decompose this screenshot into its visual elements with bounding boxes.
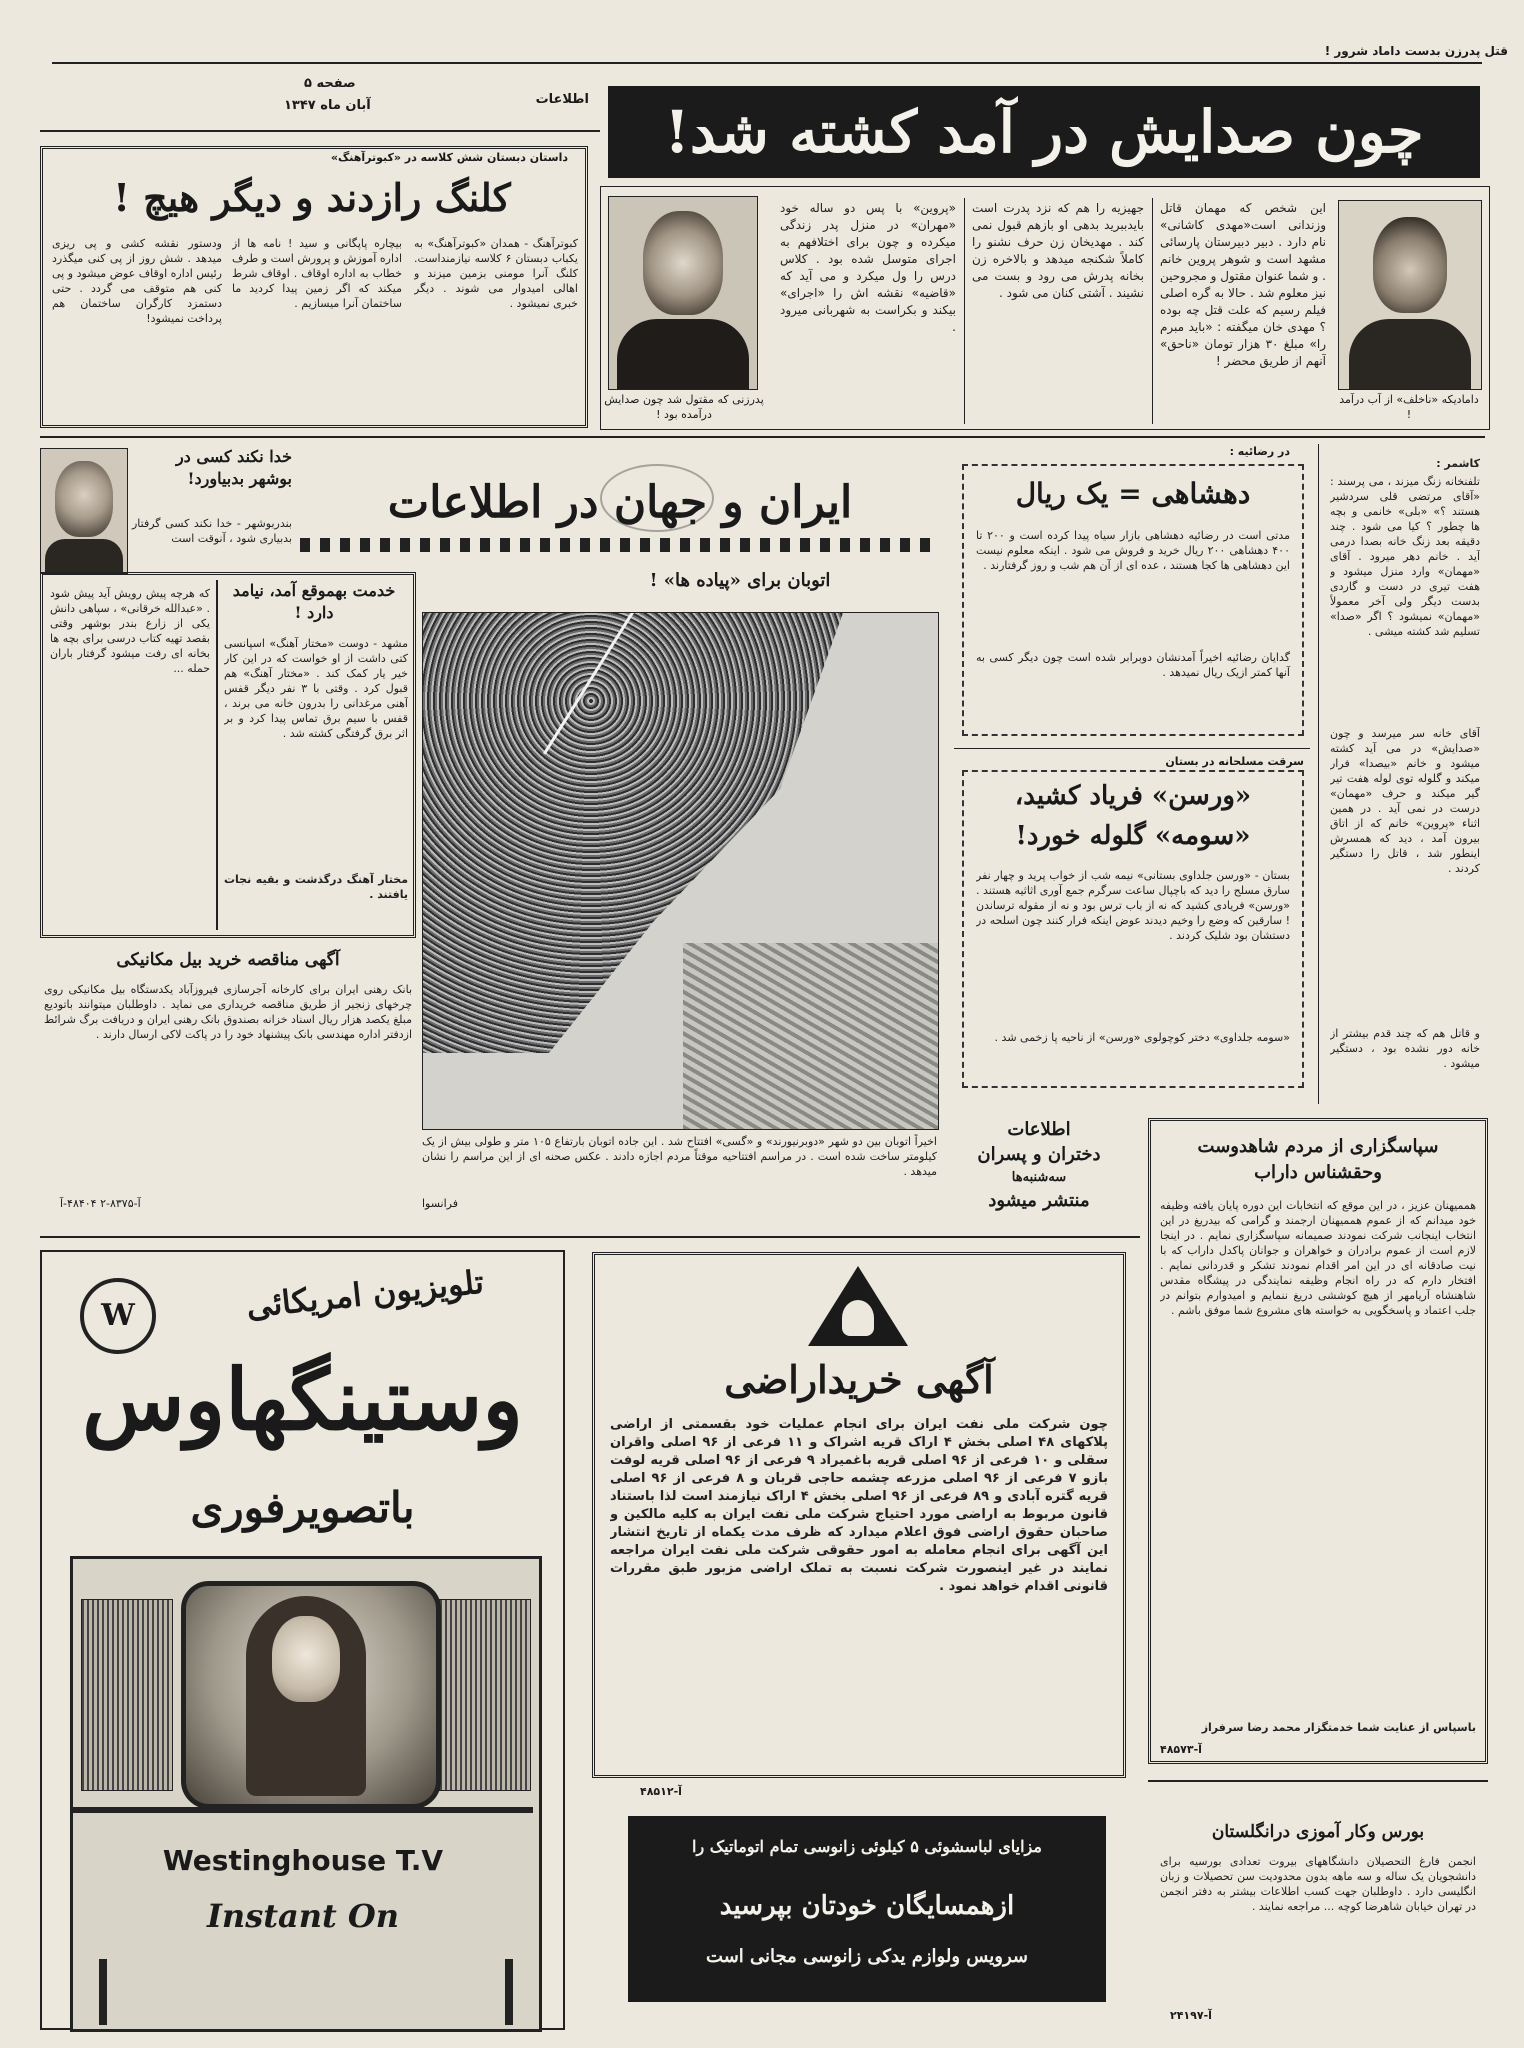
tv-cabinet: [70, 1556, 542, 2032]
main-story-col2: جهیزیه را هم که نزد پدرت است بایدببرید بدهی او بازهم قبول نمی کند . مهدیخان زن حرف نشنو را کاملاً شکنجه میدهد و بالاخره زن بخانه پدرش می رود و بست می نشیند . آشتی کنان می شود .: [972, 201, 1144, 300]
washer-line2: ازهمسایگان خودتان بپرسید: [719, 1891, 1015, 1921]
tv-tagline: Instant On: [206, 1897, 400, 1935]
dahshahi-kicker: در رضائیه :: [1229, 445, 1290, 458]
ettelaat-line1: اطلاعات: [1007, 1119, 1071, 1140]
kabootar-col1: کبوترآهنگ - همدان «کبوترآهنگ» به یکباب دبستان ۶ کلاسه نیازمنداست. کلنگ آنرا مومنی بزمین میزند و اهالی امیدوار می شوند . دیگر خبری نمیشود .: [414, 237, 578, 310]
father-caption: پدرزنی که مقتول شد چون صدایش درآمده بود !: [604, 393, 764, 421]
washer-line1: مزایای لباسشوئی ۵ کیلوئی زانوسی تمام اتوماتیک را: [692, 1837, 1042, 1856]
washer-line3: سرویس ولوازم یدکی زانوسی مجانی است: [706, 1946, 1028, 1967]
oil-company-logo-inner: [842, 1300, 874, 1336]
kashmar-text2: آقای خانه سر میرسد و چون «صدایش» در می آید کشته میشود و خانم «بیصدا» فرار میکند و گلوله توی لوله هفت تیر گیر میکند و حرف «مهمان» درست در نمی آید . در همین اثناء «پروین» خانم که از اتاق بیرون آمد ، دید که همسرش اینطور شد ، قاتل را دستگیر کردند .: [1330, 727, 1480, 875]
khedmat-text: مشهد - دوست «مختار آهنگ» اسپانسی کتی داشت از او خواست که در این کار خیر یار کمک کند . «مختار آهنگ» هم قبول کرد . وقتی با ۳ نفر دیگر قفس آهنی مرغدانی را بدرون خانه می برند ، قفس با سیم برق تماس پیدا کرد و بر اثر برق گرفتگی کشته شد .: [224, 637, 408, 740]
autobahn-photo: [422, 612, 939, 1130]
main-story-col1: این شخص که مهمان قاتل وزندانی است«مهدی کاشانی» نام دارد . دبیر دبیرستان پارسائی مشهد است و شوهر پروین خانم . و شما عنوان مقتول و مجروحین نیز معلوم شد . حالا به گره اصلی فیلم رسیم که علت قتل چه بوده ؟ مهدی خان میگفته : «باید مبرم را» مبلغ ۳۰ هزار تومان «ناحق» آنهم از طریق محضر !: [1160, 201, 1326, 368]
westinghouse-brand-fa: وستینگهاوس: [82, 1350, 523, 1449]
tv-leg-right: [505, 1959, 513, 2025]
kashmar-text: تلفنخانه زنگ میزند ، می پرسند : «آقای مرتضی قلی سردشیر هستند ؟» «بلی» خانمی و بچه ها چطور ؟ کیا می شود . چند دقیقه بعد زنگ خانه بصدا درمی آید . خانم دهر میرود . آقای «مهمان» وارد منزل میشود و هفت تیری در دست و گاردی بدست دیگر ولی آخر معمولاً «مهمان» نمیشود ؟ اگر «صدا» تسلیم شد کشته میشی .: [1330, 475, 1480, 638]
varsan-kicker: سرقت مسلحانه در بستان: [1165, 755, 1304, 768]
father-face: [643, 211, 723, 315]
thanks-headline2: وحقشناس داراب: [1254, 1162, 1382, 1183]
tv-screen-face: [272, 1616, 340, 1702]
newspaper-name: اطلاعات: [535, 92, 589, 107]
kabootar-headline: کلنگ رازدند و دیگر هیچ !: [113, 175, 511, 220]
globe-icon: [600, 464, 714, 532]
groom-face: [1373, 217, 1447, 313]
westinghouse-subtitle: باتصویرفوری: [190, 1483, 415, 1532]
bourse-text: انجمن فارغ التحصیلان دانشگاههای بیروت تعدادی بورسیه برای دانشجویان یک ساله و سه ماهه بدون محدودیت سن تحصیلات و زبان انگلیسی دارد . داوطلبان جهت کسب اطلاعات بیشتر به دفتر انجمن در تهران خیابان شاهرضا کوچه ... مراجعه نمایند .: [1160, 1855, 1476, 1913]
banner: [300, 458, 940, 566]
thanks-signature: باسپاس از عنایت شما خدمتگزار محمد رضا سرفراز: [1201, 1721, 1476, 1734]
bushehr-story-text: که هرچه پیش رویش آید پیش شود . «عبدالله خرقانی» ، سپاهی دانش یکی از زارع بندر بوشهر وقتی بقصد تهیه کتاب درسی برای بچه ها بخانه ای رفت میشود گرفتار باران حمله ...: [50, 587, 210, 675]
varsan-headline2: «سومه» گلوله خورد!: [1015, 821, 1251, 851]
section-rule-2: [40, 1236, 1140, 1238]
thanks-text: هممیهنان عزیز ، در این موقع که انتخابات این دوره پایان یافته وظیفه خود میدانم که از عموم هممیهنان ارجمند و گرامی که بیدریغ در این انتخاب اینجانب شرکت نمودند صمیمانه سپاسگزاری نمایم . در اینجا لازم است از عموم برادران و خواهران و جوانان پاکدل داراب که با نیت صادقانه ای در این امر اقدام نمودند تشکر و قدردانی نمایم . افتخار دارم که در راه انجام وظیفه نمایندگی در پیشگاه مقدس شاهنشاه آریامهر از هیچ کوششی دریغ ننمایم و امیدوارم بتوانم در جلب اعتماد و پاسخگویی به خواسته های مشروع شما موفق باشم .: [1160, 1199, 1476, 1317]
photo-bushehr-man: [40, 448, 128, 574]
land-ad-text: چون شرکت ملی نفت ایران برای انجام عملیات خود بقسمتی از اراضی پلاکهای ۴۸ اصلی بخش ۴ اراک قریه اشراک و ۱۱ فرعی از ۹۶ اصلی واقران سقلی و ۱۰ فرعی از ۹۶ اصلی قریه باغمیراد ۹ فرعی از ۹۶ اصلی قریه لوفت بازو ۷ فرعی از ۹۶ اصلی مزرعه چشمه حاجی قربان و ۸ فرعی از ۹۶ اصلی قریه گتره آبادی و ۸۹ فرعی از ۹۶ اصلی بخش ۴ اراک نیازمند است لذا باستناد قانون مربوط به اراضی مورد احتیاج شرکت ملی نفت ایران به کلیه مالکین و صاحبان حقوق اراضی فوق اعلام میدارد که ظرف مدت یکماه از تاریخ انتشار این آگهی برای انجام معامله به امور حقوقی شرکت ملی نفت ایران مراجعه نمایند در غیر اینصورت شرکت نسبت به تملک اراضی مزبور طبق مقررات قانونی اقدام خواهد نمود .: [610, 1417, 1108, 1594]
tv-brand-en: Westinghouse T.V: [162, 1844, 444, 1877]
tv-leg-left: [99, 1959, 107, 2025]
section-rule-1: [40, 436, 1485, 438]
photo-groom: [1338, 200, 1482, 390]
ettelaat-box: [950, 1118, 1128, 1230]
banner-title: ایران و جهان در اطلاعات: [387, 477, 853, 528]
kabootar-col3: ودستور نقشه کشی و پی ریزی میدهد . شش روز از پی کنی میگذرد رئیس اداره اوقاف عوض میشود و پی کنی هم متوقف می گردد . حتی دستمزد کارگران ساختمان هم پرداخت نمیشود!: [52, 237, 222, 325]
page-number: صفحه ۵: [304, 76, 356, 91]
groom-caption: دامادیکه «ناخلف» از آب درآمد !: [1339, 393, 1479, 421]
header-rule: [40, 130, 600, 132]
thanks-code: آ-۴۸۵۷۳: [1160, 1743, 1202, 1756]
bushehr-face: [55, 461, 113, 537]
khedmat-note: مختار آهنگ درگذشت و بقیه نجات یافتند .: [224, 873, 408, 901]
main-headline: چون صدایش در آمد کشته شد!: [608, 86, 1480, 178]
washer-ad: [628, 1816, 1106, 2002]
tv-speaker-right: [439, 1599, 531, 1791]
bourse-title: بورس وکار آموزی درانگلستان: [1211, 1822, 1425, 1842]
father-suit: [617, 319, 749, 389]
land-ad-title: آگهی خریداراضی: [724, 1357, 994, 1402]
westinghouse-logo-icon: W: [80, 1278, 156, 1354]
dahshahi-text: مدتی است در رضائیه دهشاهی بازار سیاه پیدا کرده است و ۲۰۰ تا ۴۰۰ دهشاهی ۲۰۰ ریال خرید و فروش می شود . اینکه معلوم نیست این دهشاهی ها کجا هستند ، عده ای از آن هم شب و روز گرفتارند .: [976, 529, 1290, 572]
top-rule: [52, 62, 1482, 64]
tender-code: آ-۸۳۷۵-۲ ۴۸۴۰۴-آ: [60, 1197, 141, 1210]
kashmar-sep: [1318, 444, 1319, 1104]
ettelaat-line4: منتشر میشود: [988, 1190, 1090, 1211]
varsan-text: بستان - «ورسن جلداوی بستانی» نیمه شب از خواب پرید و چهار نفر سارق مسلح را دید که باچپال ساعت سرگرم جمع آوری اثاثیه هستند . «ورسن» فریادی کشید که نه از باب ترس بود و نه از مقوله ترساندن ! سارقین که وضع را وخیم دیدند عوض اینکه فرار کنند چون اسلحه در دستشان بود شلیک کردند .: [976, 869, 1290, 942]
main-col-sep2: [964, 198, 965, 424]
tender-text: بانک رهنی ایران برای کارخانه آجرسازی فیروزآباد یکدستگاه بیل مکانیکی روی چرخهای زنجیر از طریق مناقصه خریداری می نماید . داوطلبان میتوانند باتودیع مبلغ یکصد هزار ریال اسناد خزانه بصندوق بانک رهنی ایران و دریافت برگ شرائط ازدفتر اداره مهندسی بانک پیشنهاد خود را در پاکت لاکی ارسال دارند .: [44, 983, 412, 1041]
autobahn-credit: فرانسوا: [422, 1197, 458, 1210]
kabootar-kicker: داستان دبستان شش کلاسه در «کبوترآهنگ»: [330, 151, 568, 164]
bourse-code: آ-۲۴۱۹۷: [1170, 2009, 1212, 2022]
varsan-rule: [954, 748, 1310, 749]
westinghouse-top-title: تلویزیون امریکائی: [244, 1262, 486, 1326]
hillside: [683, 943, 938, 1129]
kashmar-kicker: کاشمر :: [1436, 457, 1480, 470]
main-col-sep1: [1152, 198, 1153, 424]
issue-date: آبان ماه ۱۳۴۷: [284, 98, 371, 113]
bushehr-headline: خدا نکند کسی در بوشهر بدبیاورد!: [175, 447, 292, 488]
tv-base: [73, 1807, 533, 1813]
dahshahi-text2: گدایان رضائیه اخیراً آمدنشان دوبرابر شده است چون دیگر کسی به آنها کمتر ازیک ریال نمیدهد .: [976, 651, 1290, 679]
tv-screen: [181, 1581, 441, 1809]
page-header: [64, 76, 589, 116]
bushehr-suit: [45, 539, 123, 573]
land-ad-code: آ-۴۸۵۱۲: [640, 1785, 682, 1798]
autobahn-headline: اتوبان برای «پیاده ها» !: [649, 570, 831, 591]
photo-father-in-law: [608, 196, 758, 390]
varsan-text2: «سومه جلداوی» دختر کوچولوی «ورسن» از ناحیه پا زخمی شد .: [994, 1031, 1290, 1044]
tv-speaker-left: [81, 1599, 173, 1791]
tender-title: آگهی مناقصه خرید بیل مکانیکی: [116, 950, 340, 970]
ettelaat-line3: سه‌شنبه‌ها: [1011, 1170, 1067, 1185]
thanks-headline1: سپاسگزاری از مردم شاهدوست: [1197, 1136, 1439, 1157]
dahshahi-headline: دهشاهی = یک ریال: [1015, 477, 1251, 510]
kashmar-text3: و قاتل هم که چند قدم بیشتر از خانه دور نشده بود ، دستگیر میشود .: [1330, 1027, 1480, 1070]
kabootar-col2: بیچاره پاپگانی و سید ! نامه ها از اداره آموزش و پرورش است و طرف خطاب به اداره اوقاف . اوقاف شرط میکند که اگر زمین پیدا کردید ما ساختمان آنرا میسازیم .: [232, 237, 402, 310]
bourse-rule: [1148, 1780, 1488, 1782]
khedmat-headline: خدمت بهموقع آمد، نیامد دارد !: [232, 581, 396, 622]
bushehr-text: بندربوشهر - خدا نکند کسی گرفتار بدبیاری شود ، آنوقت است: [132, 517, 292, 545]
main-story-col3: «پروین» با پس دو ساله خود «مهران» در منزل پدر زندگی میکرده و چون برای اختلافهم به اجرای متوسل شده بود . کلاس درس را ول میکرد و می آید که «قاضیه» نقشه اش را «اجرای» بیکند و بکراست به شهربانی میرود .: [780, 201, 956, 334]
ettelaat-line2: دختران و پسران: [977, 1144, 1101, 1165]
khedmat-sep: [216, 580, 218, 930]
top-corner-note: قتل پدرزن بدست داماد شرور !: [1324, 44, 1508, 58]
checker-strip: [300, 538, 940, 552]
varsan-headline1: «ورسن» فریاد کشید،: [1014, 781, 1252, 811]
autobahn-caption: اخیراً اتوبان بین دو شهر «دوبرنیورند» و «گسی» افتتاح شد . این جاده اتوبان بارتفاع ۱۰۵ متر و طولی بیش از یک کیلومتر ساخت شده است . در مراسم افتتاحیه موقتاً مردم اجازه دادند . عکس صحنه ای از این مراسم را نشان میدهد .: [422, 1135, 937, 1178]
groom-suit: [1349, 319, 1471, 389]
